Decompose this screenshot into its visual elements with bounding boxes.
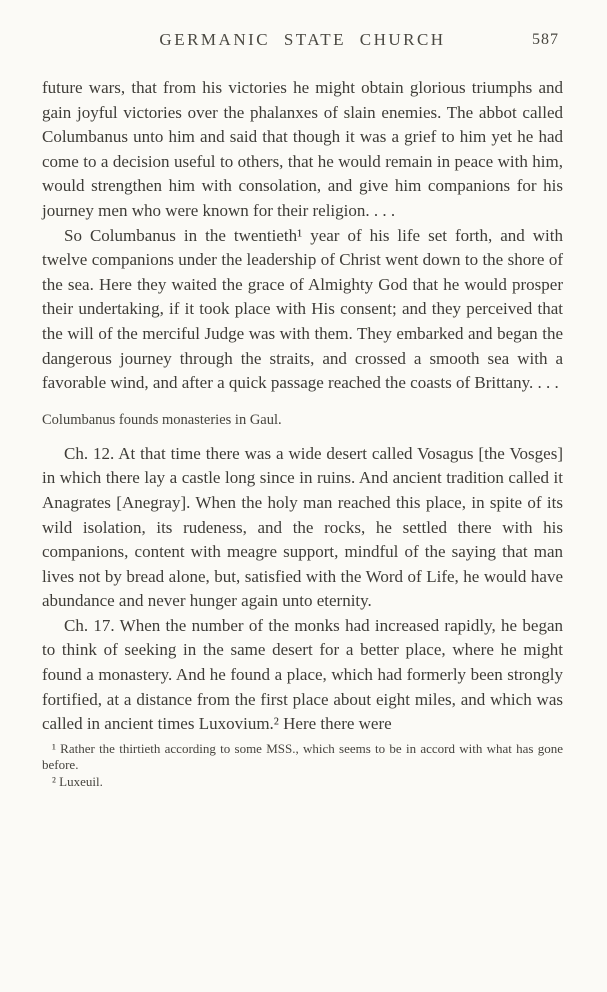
body-paragraph-3: Ch. 12. At that time there was a wide desert called Vosagus [the Vosges] in which there lay a castle long since in ruins. And ancient tradition called it Anagrates [Anegray]. When the holy man reached this place, in spite of its wild isolation, its rudeness, and the rocks, he settled there with his companions, content with meagre support, mindful of the saying that man lives not by bread alone, but, satisfied with the Word of Life, he would have abundance and never hunger again unto eternity. [42, 443, 563, 611]
body-text [42, 76, 563, 737]
page-number: 587 [532, 31, 559, 48]
body-paragraph-2: So Columbanus in the twentieth¹ year of his life set forth, and with twelve companions under the leadership of Christ went down to the shore of the sea. Here they waited the grace of Almighty God that he would prosper their undertaking, if it took place with His consent; and they perceived that the will of the merciful Judge was with them. They embarked and began the dangerous journey through the straits, and crossed a smooth sea with a favorable wind, and after a quick passage reached the coasts of Brittany. . . . [42, 225, 563, 393]
footnotes [42, 741, 563, 791]
running-head [42, 30, 563, 56]
footnote-1: ¹ Rather the thirtieth according to some MSS., which seems to be in accord with what has gone before. [42, 740, 563, 773]
section-note: Columbanus founds monasteries in Gaul. [42, 411, 282, 428]
page-title: GERMANIC STATE CHURCH [159, 30, 446, 49]
body-paragraph-4: Ch. 17. When the number of the monks had increased rapidly, he began to think of seeking in the same desert for a better place, where he might found a monastery. And he found a place, which had formerly been strongly fortified, at a distance from the first place about eight miles, and which was called in ancient times Luxovium.² Here there were [42, 615, 563, 734]
body-paragraph-1: future wars, that from his victories he might obtain glorious triumphs and gain joyful victories over the phalanxes of slain enemies. The abbot called Columbanus unto him and said that though it was a grief to him yet he had come to a decision useful to others, that he would remain in peace with him, would strengthen him with consolation, and give him companions for his journey men who were known for their religion. . . . [42, 78, 563, 220]
footnote-2: ² Luxeuil. [52, 773, 103, 789]
